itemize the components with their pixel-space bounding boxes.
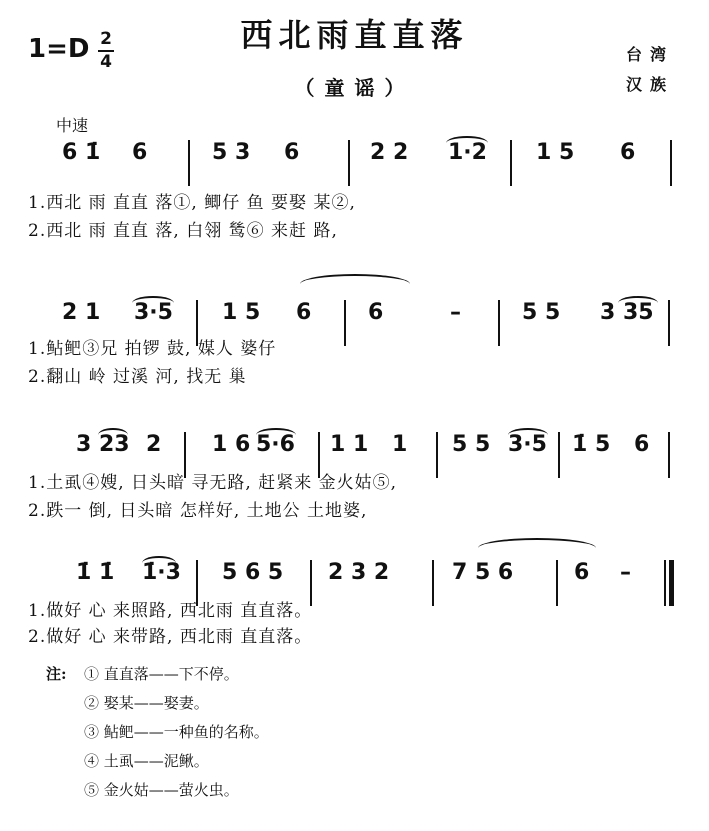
time-signature-top: 2 — [100, 29, 112, 49]
lyric-verse-2: 2.做好 心 来带路, 西北雨 直直落。 — [28, 627, 313, 647]
note-group: 6 1̇ — [62, 140, 101, 165]
time-signature-bottom: 4 — [100, 52, 112, 72]
slur — [98, 428, 128, 442]
staff-row-3 — [0, 432, 709, 532]
slur — [508, 428, 548, 442]
barline — [668, 300, 670, 346]
note-group: 1̇ 1̇ — [76, 560, 115, 585]
note-group: 3·5 — [508, 432, 547, 457]
lyric-verse-1: 1.西北 雨 直直 落①, 鲫仔 鱼 要娶 某②, — [28, 193, 356, 213]
note-group: 1̇ 5 — [572, 432, 611, 457]
footnotes-label: 注: — [46, 665, 67, 683]
tempo-marking: 中速 — [56, 116, 89, 135]
note-group: 2 1 — [62, 300, 101, 325]
song-origin — [626, 40, 674, 100]
lyric-verse-1: 1.做好 心 来照路, 西北雨 直直落。 — [28, 601, 313, 621]
note-group: 6 — [368, 300, 384, 325]
note-group: 1 1 — [330, 432, 369, 457]
note-group: 6 — [574, 560, 590, 585]
footnotes-list — [84, 660, 269, 805]
barline — [498, 300, 500, 346]
note-group: 1 6 — [212, 432, 251, 457]
barline — [432, 560, 434, 606]
note-group: 5 5 — [522, 300, 561, 325]
slur — [142, 556, 176, 570]
slur — [132, 296, 174, 310]
lyric-verse-2: 2.翻山 岭 过溪 河, 找无 巢 — [28, 367, 247, 387]
final-barline-thick — [669, 560, 674, 606]
note-group: 3·5 — [134, 300, 173, 325]
note-group: 5 3 — [212, 140, 251, 165]
note-group: 6 — [634, 432, 650, 457]
note-group: 5·6 — [256, 432, 295, 457]
note-group: 5 5 — [452, 432, 491, 457]
barline — [344, 300, 346, 346]
lyric-verse-1: 1.土虱④嫂, 日头暗 寻无路, 赶紧来 金火姑⑤, — [28, 473, 398, 493]
staff-row-1 — [0, 140, 709, 260]
slur — [256, 428, 296, 442]
note-group: 6 — [296, 300, 312, 325]
note-group: 6 — [620, 140, 636, 165]
note-group: 6 — [132, 140, 148, 165]
footnote-item: ① 直直落——下不停。 — [84, 665, 239, 683]
song-subtitle: （童谣） — [294, 76, 415, 100]
note-group: 3 35 — [600, 300, 654, 325]
footnote-item: ③ 鲇鲃——一种鱼的名称。 — [84, 723, 269, 741]
barline — [668, 432, 670, 478]
note-group: 1 — [392, 432, 408, 457]
barline — [348, 140, 350, 186]
note-group: 7 5 6 — [452, 560, 514, 585]
footnote-item: ⑤ 金火姑——萤火虫。 — [84, 781, 239, 799]
final-barline-thin — [664, 560, 666, 606]
staff-row-2 — [0, 300, 709, 400]
song-title: 西北雨直直落 — [240, 16, 469, 54]
note-group: 1 5 — [536, 140, 575, 165]
note-group: 2 2 — [370, 140, 409, 165]
barline — [510, 140, 512, 186]
note-group: 2 — [146, 432, 162, 457]
lyric-verse-1: 1.鲇鲃③兄 拍锣 鼓, 媒人 婆仔 — [28, 339, 277, 359]
note-group: – — [450, 300, 461, 325]
note-group: 1·2 — [448, 140, 487, 165]
tie — [300, 274, 410, 294]
note-group: 6 — [284, 140, 300, 165]
lyric-verse-2: 2.跌一 倒, 日头暗 怎样好, 土地公 土地婆, — [28, 501, 368, 521]
note-group: 1̇·3 — [142, 560, 181, 585]
footnote-item: ② 娶某——娶妻。 — [84, 694, 209, 712]
note-group: 2 3 2 — [328, 560, 390, 585]
tie — [478, 538, 596, 558]
note-group: – — [620, 560, 631, 585]
origin-region: 台湾 — [626, 45, 675, 64]
barline — [188, 140, 190, 186]
key-signature: 1=D — [28, 34, 90, 64]
lyric-verse-2: 2.西北 雨 直直 落, 白翎 鸶⑥ 来赶 路, — [28, 221, 338, 241]
note-group: 3 23 — [76, 432, 130, 457]
barline — [556, 560, 558, 606]
slur — [618, 296, 658, 310]
time-signature — [98, 30, 114, 72]
origin-ethnicity: 汉族 — [626, 75, 675, 94]
barline — [670, 140, 672, 186]
staff-row-4 — [0, 560, 709, 650]
note-group: 5 6 5 — [222, 560, 284, 585]
footnote-item: ④ 土虱——泥鳅。 — [84, 752, 209, 770]
barline — [558, 432, 560, 478]
note-group: 1 5 — [222, 300, 261, 325]
barline — [436, 432, 438, 478]
slur — [446, 136, 488, 150]
